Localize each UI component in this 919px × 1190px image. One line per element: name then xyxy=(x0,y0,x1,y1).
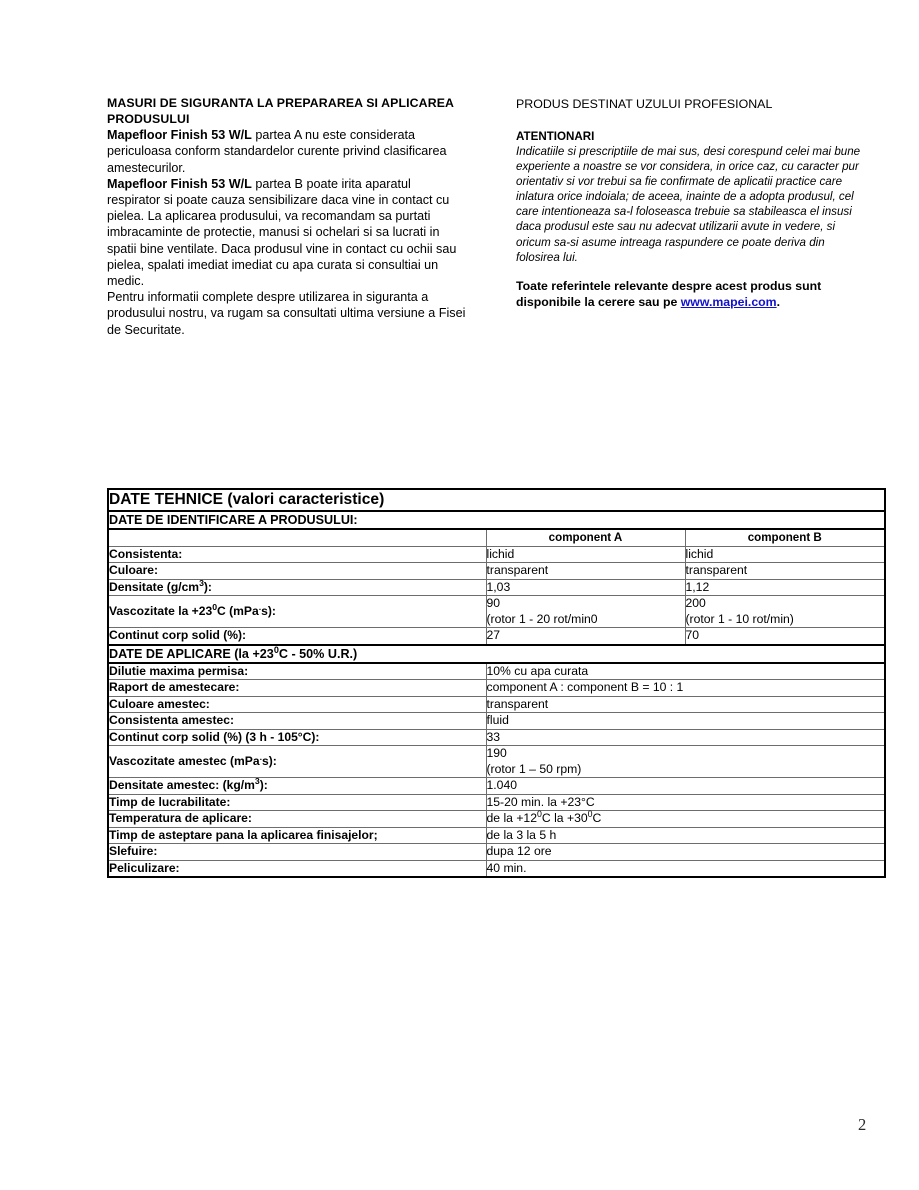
technical-data-table-wrapper xyxy=(107,488,884,878)
safety-measures-heading: MASURI DE SIGURANTA LA PREPARAREA SI APLICAREA PRODUSULUI xyxy=(107,96,454,126)
row-value-densitate-a: 1,03 xyxy=(486,579,685,596)
row-label-culoare: Culoare: xyxy=(108,563,486,580)
table-row xyxy=(108,811,885,828)
empty-corner-cell xyxy=(108,529,486,546)
section-header-identification: DATE DE IDENTIFICARE A PRODUSULUI: xyxy=(108,511,885,529)
row-value-continut-corp-solid-3h: 33 xyxy=(486,729,885,746)
product-name-bold-1: Mapefloor Finish 53 W/L xyxy=(107,128,252,143)
table-row xyxy=(108,860,885,877)
table-row xyxy=(108,713,885,730)
table-row xyxy=(108,778,885,795)
safety-measures-column xyxy=(107,96,467,338)
references-suffix: . xyxy=(776,295,781,310)
section-header-application-prefix: DATE DE APLICARE (la +23 xyxy=(109,646,274,661)
vascozitate-a-line2: (rotor 1 - 20 rot/min0 xyxy=(486,611,598,626)
row-label-timp-asteptare: Timp de asteptare pana la aplicarea finisajelor; xyxy=(108,827,486,844)
table-row xyxy=(108,628,885,645)
row-value-temperatura-aplicare: de la $+12^0C$ la $+30^0C$ xyxy=(486,811,885,828)
vascozitate-b-line2: (rotor 1 - 10 rot/min) xyxy=(685,611,794,626)
section-header-application-row xyxy=(108,645,885,663)
row-value-culoare-b: transparent xyxy=(685,563,885,580)
row-label-timp-lucrabilitate: Timp de lucrabilitate: xyxy=(108,794,486,811)
page-number: 2 xyxy=(858,1115,867,1134)
row-label-vascozitate-amestec: Vascozitate amestec (mPa.s): xyxy=(108,746,486,778)
row-value-culoare-amestec: transparent xyxy=(486,696,885,713)
row-label-continut-corp-solid-3h: Continut corp solid (%) (3 h - 105°C): xyxy=(108,729,486,746)
product-name-bold-2: Mapefloor Finish 53 W/L xyxy=(107,176,252,191)
safety-paragraph-2-text: partea B poate irita aparatul respirator si poate cauza sensibilizare daca vine in contact cu pielea. La aplicarea produsului, va recomandam sa purtati imbracaminte de protectie, manusi si ochelari si sa lucrati in spatii bine ventilate. Daca produsul vine in contact cu ochii sau pielea, spalati imediat imediat cu apa curata si consultiai un medic. xyxy=(107,176,457,289)
table-row xyxy=(108,729,885,746)
table-row xyxy=(108,844,885,861)
row-label-temperatura-aplicare: Temperatura de aplicare: xyxy=(108,811,486,828)
table-row xyxy=(108,563,885,580)
professional-use-heading: PRODUS DESTINAT UZULUI PROFESIONAL xyxy=(516,97,773,111)
table-row xyxy=(108,746,885,778)
mapei-website-link[interactable]: www.mapei.com xyxy=(680,295,777,310)
table-row xyxy=(108,596,885,628)
row-value-densitate-amestec: 1.040 xyxy=(486,778,885,795)
references-text: Toate referintele relevante despre acest produs sunt disponibile la cerere sau pe xyxy=(516,278,822,310)
warnings-column xyxy=(516,96,861,311)
column-header-component-b: component B xyxy=(685,529,885,546)
safety-paragraph-3: Pentru informatii complete despre utilizarea in siguranta a produsului nostru, va rugam sa consultati ultima versiune a Fisei de Securitate. xyxy=(107,290,466,337)
section-header-identification-row xyxy=(108,511,885,529)
row-value-slefuire: dupa 12 ore xyxy=(486,844,885,861)
row-value-vascozitate-b xyxy=(685,596,885,628)
row-value-raport-amestecare: component A : component B = 10 : 1 xyxy=(486,680,885,697)
row-value-peliculizare: 40 min. xyxy=(486,860,885,877)
row-value-continut-corp-solid-b: 70 xyxy=(685,628,885,645)
row-value-consistenta-a: lichid xyxy=(486,546,685,563)
row-label-densitate: Densitate $(g/cm^3)$: xyxy=(108,579,486,596)
table-row xyxy=(108,696,885,713)
vascozitate-amestec-line2: (rotor 1 – 50 rpm) xyxy=(486,761,582,776)
row-label-consistenta-amestec: Consistenta amestec: xyxy=(108,713,486,730)
row-value-timp-asteptare: de la 3 la 5 h xyxy=(486,827,885,844)
row-value-densitate-b: 1,12 xyxy=(685,579,885,596)
safety-paragraph-1-text: partea A nu este considerata periculoasa conform standardelor curente privind clasificarea amestecurilor. xyxy=(107,128,447,175)
vascozitate-amestec-line1: 190 xyxy=(486,746,507,761)
table-row xyxy=(108,827,885,844)
row-label-densitate-amestec: Densitate amestec: $(kg/m^3)$: xyxy=(108,778,486,795)
table-row xyxy=(108,663,885,680)
row-value-vascozitate-a xyxy=(486,596,685,628)
references-paragraph xyxy=(516,278,861,311)
row-label-continut-corp-solid: Continut corp solid (%): xyxy=(108,628,486,645)
row-label-vascozitate: Vascozitate la $+23^0C$ (mPa.s): xyxy=(108,596,486,628)
table-row xyxy=(108,680,885,697)
table-title: DATE TEHNICE (valori caracteristice) xyxy=(108,489,885,511)
technical-data-table xyxy=(107,488,886,878)
table-row xyxy=(108,579,885,596)
row-label-slefuire: Slefuire: xyxy=(108,844,486,861)
section-header-application: DATE DE APLICARE ($la +23^0C - 50\%$ U.R.) xyxy=(108,645,885,663)
vascozitate-a-line1: 90 xyxy=(486,596,501,610)
section-header-application-suffix: C - 50% U.R.) xyxy=(278,646,358,661)
row-label-dilutie: Dilutie maxima permisa: xyxy=(108,663,486,680)
table-row xyxy=(108,546,885,563)
table-title-row xyxy=(108,489,885,511)
warnings-body: Indicatiile si prescriptiile de mai sus, desi corespund celei mai bune experiente a noastre se vor considera, in orice caz, cu caracter pur orientativ si vor trebui sa fie confirmate de aplicatii practice care inlatura orice indoiala; de aceea, inainte de a adopta produsul, cel care intentioneaza sa-l foloseasca trebuie sa stabileasca el insusi daca produsul este sau nu adecvat utilizarii avute in vedere, si oricum sa-si asume intreaga raspundere ce poate deriva din folosirea lui. xyxy=(516,145,861,264)
warnings-heading: ATENTIONARI xyxy=(516,130,595,143)
table-row xyxy=(108,794,885,811)
row-label-raport-amestecare: Raport de amestecare: xyxy=(108,680,486,697)
row-value-consistenta-b: lichid xyxy=(685,546,885,563)
safety-paragraph-2 xyxy=(107,176,467,289)
table-column-header-row xyxy=(108,529,885,546)
row-value-culoare-a: transparent xyxy=(486,563,685,580)
row-value-consistenta-amestec: fluid xyxy=(486,713,885,730)
row-value-continut-corp-solid-a: 27 xyxy=(486,628,685,645)
column-header-component-a: component A xyxy=(486,529,685,546)
vascozitate-b-line1: 200 xyxy=(685,596,706,610)
row-value-timp-lucrabilitate: 15-20 min. la +23°C xyxy=(486,794,885,811)
safety-paragraph-1 xyxy=(107,127,467,176)
row-value-vascozitate-amestec xyxy=(486,746,885,778)
row-label-peliculizare: Peliculizare: xyxy=(108,860,486,877)
row-label-culoare-amestec: Culoare amestec: xyxy=(108,696,486,713)
row-label-consistenta: Consistenta: xyxy=(108,546,486,563)
row-value-dilutie: 10% cu apa curata xyxy=(486,663,885,680)
